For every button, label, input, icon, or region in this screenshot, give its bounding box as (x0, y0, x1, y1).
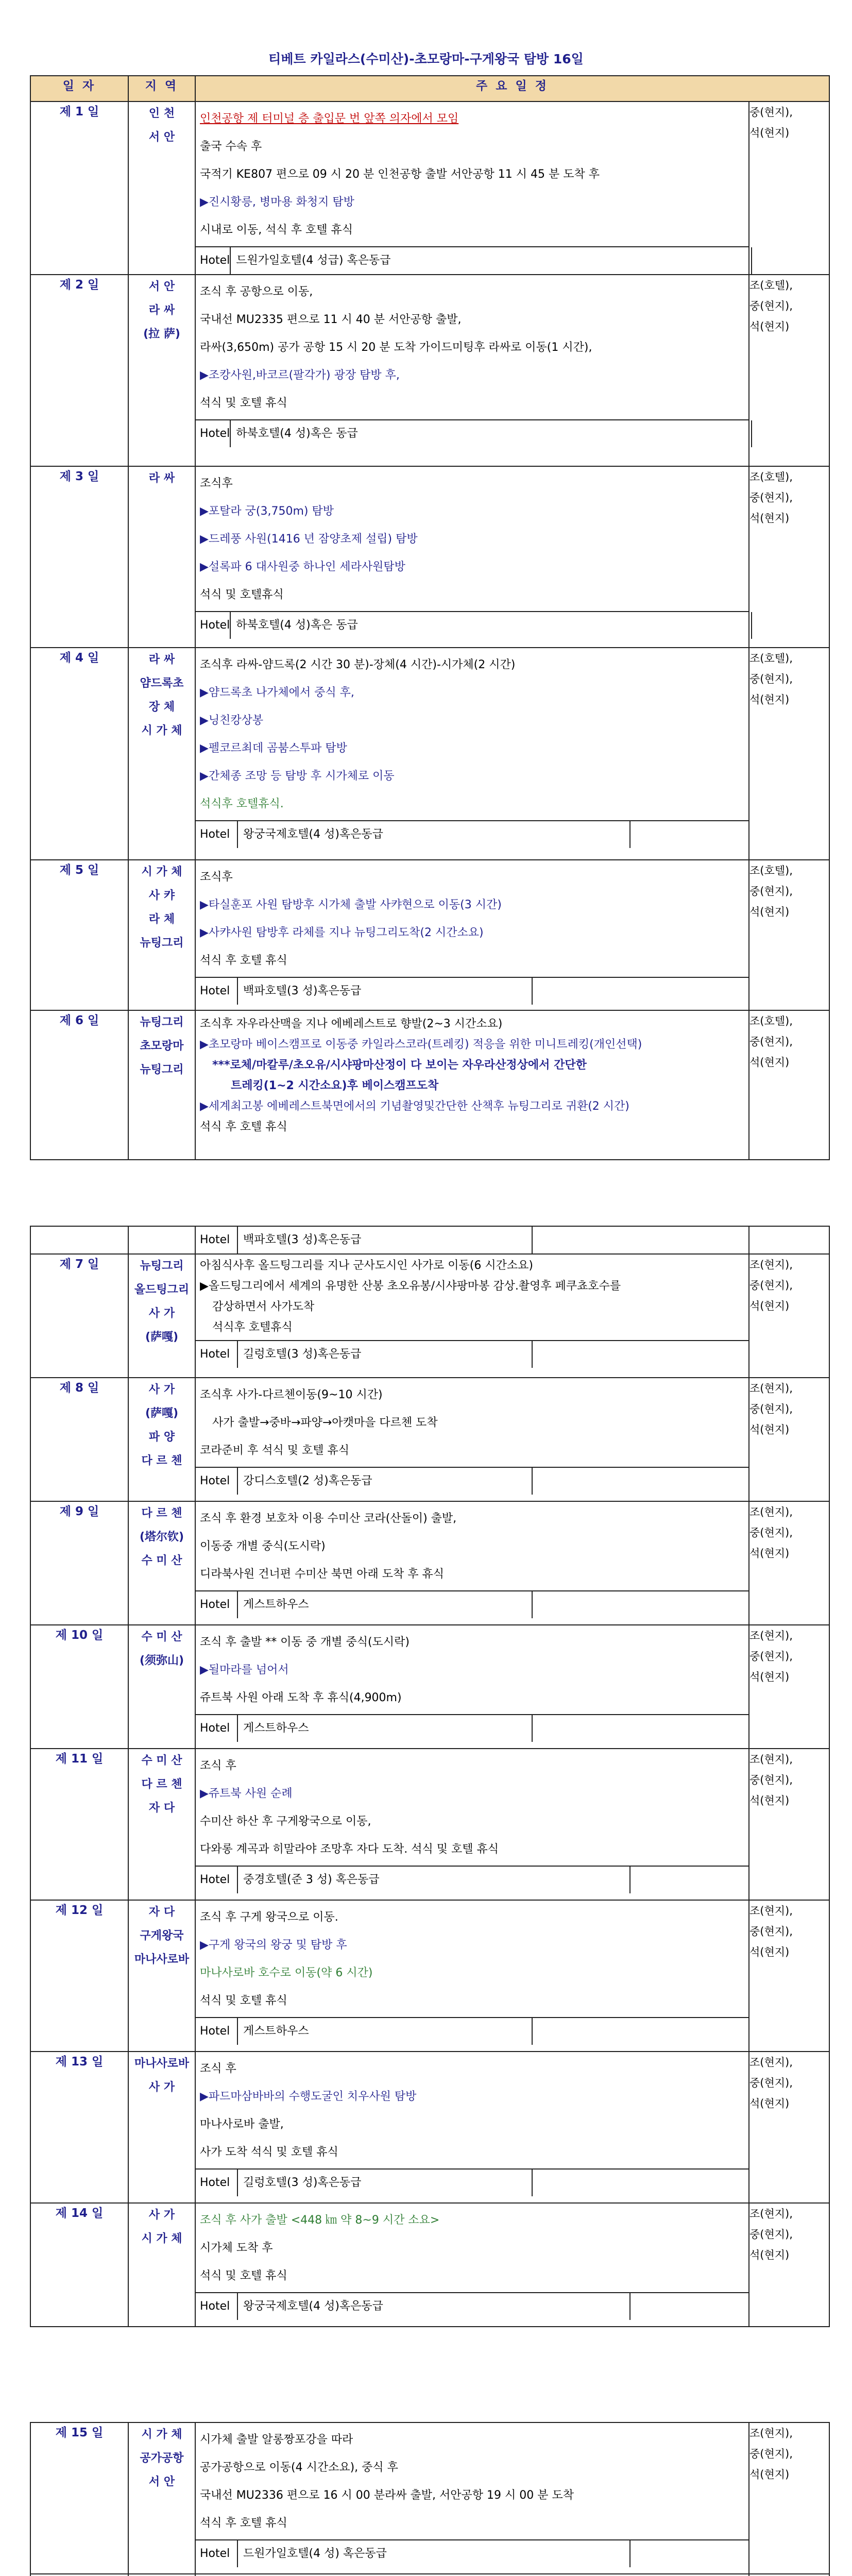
meal-info: 조(호텔), (749, 652, 793, 665)
table-row (30, 2052, 829, 2203)
meal-info: 석(현지) (749, 693, 790, 706)
schedule-line: 조식 후 (200, 2062, 236, 2075)
location-cell (128, 1501, 195, 1625)
schedule-line: ▶조캉사원,바코르(팔각가) 광장 탐방 후, (200, 369, 400, 382)
hotel-name: 왕궁국제호텔(4 성)혹은동급 (238, 2293, 631, 2320)
meal-info: 중(현지), (749, 1650, 793, 1663)
meal-info: 조(현지), (749, 2427, 793, 2439)
table-row (30, 860, 829, 1010)
schedule-cell (195, 466, 749, 648)
meal-info: 중(현지), (749, 1925, 793, 1938)
location-name: 장 체 (148, 701, 175, 714)
schedule-line: 석식 후 호텔 휴식 (200, 2517, 287, 2530)
hotel-name: 하북호텔(4 성)혹은 동급 (231, 420, 752, 447)
schedule-line: 시가체 도착 후 (200, 2242, 273, 2255)
location-name: 다 르 첸 (141, 1454, 182, 1467)
hotel-label: Hotel (196, 1468, 238, 1495)
location-name: 시 가 체 (141, 724, 182, 737)
schedule-line: 국내선 MU2336 편으로 16 시 00 분라싸 출발, 서안공항 19 시 00 분 도착 (200, 2489, 574, 2502)
schedule-line: 석식 및 호텔 휴식 (200, 397, 287, 410)
meal-cell (749, 466, 829, 648)
location-name: 마나사로바 (134, 1953, 190, 1966)
hotel-row (196, 2017, 748, 2045)
hotel-label: Hotel (196, 1867, 238, 1893)
meal-cell (749, 101, 829, 275)
schedule-line: 석식 후 호텔 휴식 (200, 1121, 287, 1133)
hotel-name: 백파호텔(3 성)혹은동급 (238, 978, 533, 1005)
meal-cell (749, 1900, 829, 2052)
meal-info: 중(현지), (749, 1527, 793, 1539)
hotel-name: 길렁호텔(3 성)혹은동급 (238, 1341, 533, 1368)
hotel-label: Hotel (196, 612, 231, 639)
table-row (30, 1378, 829, 1501)
schedule-cell (195, 1010, 749, 1160)
location-cell (128, 1900, 195, 2052)
header-main-schedule: 주 요 일 정 (195, 76, 829, 101)
itinerary-table-part-1 (30, 75, 829, 1160)
meal-cell (749, 2422, 829, 2574)
hotel-name: 하북호텔(4 성)혹은 동급 (231, 612, 752, 639)
location-cell (128, 1625, 195, 1749)
meal-info: 석(현지) (749, 1056, 790, 1069)
schedule-line: 시가체 출발 알롱짱포강을 따라 (200, 2433, 353, 2446)
meal-info: 중(현지), (749, 2448, 793, 2460)
meal-cell (749, 1010, 829, 1160)
location-cell (128, 466, 195, 648)
meal-info: 조(현지), (749, 1630, 793, 1642)
location-cell (128, 1254, 195, 1378)
location-name: 수 미 산 (141, 1554, 182, 1567)
schedule-cell (195, 860, 749, 1010)
hotel-name: 왕궁국제호텔(4 성)혹은동급 (238, 821, 631, 848)
location-cell (128, 2574, 195, 2576)
location-cell (128, 275, 195, 466)
schedule-line: 석식 후 호텔 휴식 (200, 954, 287, 967)
hotel-row (196, 1227, 748, 1253)
meal-info: 중(현지), (749, 1403, 793, 1415)
table-row (30, 466, 829, 648)
location-cell (128, 1749, 195, 1900)
schedule-line: ▶구게 왕국의 왕궁 및 탐방 후 (200, 1939, 347, 1952)
location-name: 시 가 체 (141, 2428, 182, 2441)
schedule-line: 조식 후 환경 보호차 이용 수미산 코라(산돌이) 출발, (200, 1512, 457, 1525)
table-row (30, 1749, 829, 1900)
schedule-cell (195, 648, 749, 860)
table-row (30, 1501, 829, 1625)
schedule-line: 조식 후 출발 ** 이동 중 개별 중식(도시락) (200, 1636, 410, 1649)
schedule-cell (195, 1226, 749, 1254)
schedule-line: 국내선 MU2335 편으로 11 시 40 분 서안공항 출발, (200, 313, 462, 326)
location-name: 올드팅그리 (134, 1283, 190, 1296)
schedule-line: 국적기 KE807 편으로 09 시 20 분 인천공항 출발 서안공항 11 시 45 분 도착 후 (200, 168, 600, 181)
table-row (30, 648, 829, 860)
day-label: 제 15 일 (30, 2422, 128, 2574)
itinerary-table-part-3 (30, 2422, 829, 2576)
meal-info: 중(현지), (749, 673, 793, 685)
meal-info: 조(현지), (749, 1382, 793, 1395)
location-name: 수 미 산 (141, 1631, 182, 1643)
meal-cell (749, 1749, 829, 1900)
location-name: 마나사로바 (134, 2057, 190, 2070)
location-name: 파 양 (148, 1431, 175, 1444)
hotel-name: 드원가일호텔(4 성급) 혹은동급 (231, 247, 752, 274)
location-name: 다 르 첸 (141, 1778, 182, 1791)
schedule-line: ▶설록파 6 대사원중 하나인 세라사원탐방 (200, 561, 405, 573)
location-name: 자 다 (148, 1802, 175, 1815)
meal-info: 중(현지), (749, 300, 793, 312)
hotel-row (196, 820, 748, 848)
schedule-line: 마나사로바 호수로 이동(약 6 시간) (200, 1967, 373, 1979)
hotel-name: 강디스호텔(2 성)혹은동급 (238, 1468, 533, 1495)
hotel-label: Hotel (196, 247, 231, 274)
meal-cell (749, 1625, 829, 1749)
location-cell (128, 648, 195, 860)
day-label: 제 8 일 (30, 1378, 128, 1501)
location-name: (萨嘎) (145, 1407, 179, 1420)
hotel-label: Hotel (196, 2540, 238, 2567)
hotel-row (196, 977, 748, 1005)
day-label: 제 7 일 (30, 1254, 128, 1378)
table-row (30, 1625, 829, 1749)
table-row (30, 101, 829, 275)
meal-info: 석(현지) (749, 320, 790, 333)
meal-cell (749, 1254, 829, 1378)
location-name: (塔尔钦) (139, 1531, 184, 1544)
schedule-line: 조식후 (200, 871, 233, 884)
hotel-label: Hotel (196, 420, 231, 447)
hotel-label: Hotel (196, 1591, 238, 1618)
meal-cell (749, 1378, 829, 1501)
schedule-line: ▶올드팅그리에서 세계의 유명한 산봉 초오유봉/시샤팡마봉 감상.촬영후 페쿠쵸호수를 (200, 1280, 621, 1293)
meal-info: 중(현지), (749, 1774, 793, 1786)
schedule-cell (195, 2422, 749, 2574)
schedule-line: 조식후 (200, 477, 233, 490)
schedule-cell (195, 275, 749, 466)
location-cell (128, 2052, 195, 2203)
day-label: 제 2 일 (30, 275, 128, 466)
schedule-cell (195, 1625, 749, 1749)
location-name: (萨嘎) (145, 1331, 179, 1344)
meal-cell (749, 1501, 829, 1625)
schedule-line: 마나사로바 출발, (200, 2118, 284, 2131)
schedule-line: ▶될마라를 넘어서 (200, 1664, 289, 1676)
location-name: 자 다 (148, 1906, 175, 1919)
schedule-line: 사가 출발→중바→파양→아캣마을 다르첸 도착 (212, 1416, 438, 1429)
meal-info: 석(현지) (749, 1946, 790, 1958)
schedule-line: ▶포탈라 궁(3,750m) 탐방 (200, 505, 334, 518)
hotel-label: Hotel (196, 821, 238, 848)
meal-info: 조(호텔), (749, 471, 793, 483)
schedule-cell (195, 2052, 749, 2203)
hotel-label: Hotel (196, 2018, 238, 2045)
schedule-line: 코라준비 후 석식 및 호텔 휴식 (200, 1444, 349, 1457)
table-row (30, 2422, 829, 2574)
schedule-line: ▶닝친캉상봉 (200, 714, 264, 727)
meal-info: 중(현지), (749, 885, 793, 897)
schedule-line: 석식 및 호텔 휴식 (200, 1994, 287, 2007)
day-label: 제 10 일 (30, 1625, 128, 1749)
meal-info: 석(현지) (749, 2468, 790, 2481)
day-label: 제 1 일 (30, 101, 128, 275)
schedule-cell (195, 1254, 749, 1378)
day-label: 제 12 일 (30, 1900, 128, 2052)
day-label: 제 13 일 (30, 2052, 128, 2203)
location-name: 라 싸 (148, 653, 175, 666)
location-name: 사 가 (148, 2081, 175, 2094)
meal-info: 조(현지), (749, 1506, 793, 1518)
schedule-line: ▶파드마삼바바의 수행도굴인 치우사원 탐방 (200, 2090, 417, 2103)
itinerary-table-part-2 (30, 1226, 829, 2327)
location-name: 사 가 (148, 1307, 175, 1320)
location-name: 시 가 체 (141, 866, 182, 878)
location-name: 라 체 (148, 913, 175, 926)
meal-cell (749, 648, 829, 860)
meal-info: 조(현지), (749, 1259, 793, 1271)
location-name: 사 가 (148, 2209, 175, 2222)
meal-info: 석(현지) (749, 2249, 790, 2261)
location-name: 서 안 (148, 2476, 175, 2488)
schedule-line: 라싸(3,650m) 공가 공항 15 시 20 분 도착 가이드미팅후 라싸로 이동(1 시간), (200, 341, 592, 354)
meal-info: 석(현지) (749, 1547, 790, 1560)
hotel-name: 게스트하우스 (238, 1715, 533, 1742)
hotel-row (196, 611, 748, 639)
table-row (30, 1010, 829, 1160)
schedule-line: 석식 및 호텔 휴식 (200, 2269, 287, 2282)
location-name: (拉 萨) (143, 328, 180, 341)
table-row (30, 1900, 829, 2052)
schedule-line: 조식 후 (200, 1759, 236, 1772)
day-label: 제 5 일 (30, 860, 128, 1010)
day-label: 제 6 일 (30, 1010, 128, 1160)
location-name: 서 안 (148, 280, 175, 293)
location-cell (128, 860, 195, 1010)
hotel-row (196, 1866, 748, 1893)
hotel-name: 게스트하우스 (238, 2018, 533, 2045)
schedule-line: ▶드레풍 사원(1416 년 잠양초제 설립) 탐방 (200, 533, 418, 546)
hotel-row (196, 1340, 748, 1368)
schedule-cell (195, 1749, 749, 1900)
schedule-line: ▶얌드록초 나가체에서 중식 후, (200, 686, 354, 699)
table-row (30, 2203, 829, 2327)
location-name: 뉴팅그리 (140, 1016, 184, 1029)
schedule-line: 출국 수속 후 (200, 140, 262, 153)
header-day: 일 자 (30, 76, 128, 101)
location-name: 뉴팅그리 (140, 937, 184, 950)
hotel-name: 백파호텔(3 성)혹은동급 (238, 1227, 533, 1253)
meal-cell (749, 860, 829, 1010)
schedule-line: 조식 후 사가 출발 <448 ㎞ 약 8~9 시간 소요> (200, 2214, 440, 2227)
schedule-cell (195, 2574, 749, 2576)
location-name: 라 싸 (148, 472, 175, 485)
meal-info: 석(현지) (749, 906, 790, 918)
schedule-line: 아침식사후 올드팅그리를 지나 군사도시인 사가로 이동(6 시간소요) (200, 1259, 533, 1272)
table-row (30, 275, 829, 466)
meal-cell (749, 2574, 829, 2576)
meal-info: 조(현지), (749, 2056, 793, 2069)
hotel-row (196, 246, 748, 274)
meal-cell (749, 2203, 829, 2327)
schedule-cell (195, 1900, 749, 2052)
hotel-label: Hotel (196, 1715, 238, 1742)
meal-info: 석(현지) (749, 127, 790, 139)
location-name: 다 르 첸 (141, 1507, 182, 1520)
schedule-line: ***로체/마칼루/초오유/시샤팡마산정이 다 보이는 자우라산정상에서 간단한 (212, 1059, 587, 1072)
location-name: 수 미 산 (141, 1754, 182, 1767)
schedule-line: 시내로 이동, 석식 후 호텔 휴식 (200, 224, 353, 236)
schedule-line: 트레킹(1~2 시간소요)후 베이스캠프도착 (231, 1079, 439, 1092)
day-label (30, 2574, 128, 2576)
hotel-label: Hotel (196, 2293, 238, 2320)
meal-info: 조(호텔), (749, 279, 793, 292)
schedule-cell (195, 1501, 749, 1625)
meal-info: 조(현지), (749, 1905, 793, 1917)
hotel-row (196, 419, 748, 447)
day-label: 제 9 일 (30, 1501, 128, 1625)
schedule-line: 감상하면서 사가도착 (212, 1300, 315, 1313)
schedule-line: 쥬트북 사원 아래 도착 후 휴식(4,900m) (200, 1691, 402, 1704)
schedule-line: 디라북사원 건너편 수미산 북면 아래 도착 후 휴식 (200, 1568, 444, 1581)
location-cell (128, 2422, 195, 2574)
meal-info: 조(현지), (749, 1753, 793, 1766)
hotel-name: 길렁호텔(3 성)혹은동급 (238, 2170, 533, 2196)
location-name: (须弥山) (139, 1654, 184, 1667)
page-title: 티베트 카일라스(수미산)-초모랑마-구게왕국 탐방 16일 (268, 52, 584, 66)
hotel-row (196, 2292, 748, 2320)
location-name: 인 천 (148, 107, 175, 120)
meal-info: 조(현지), (749, 2208, 793, 2220)
location-name: 사 캬 (148, 889, 175, 902)
meal-info: 중(현지), (749, 1036, 793, 1048)
location-name: 시 가 체 (141, 2232, 182, 2245)
location-name: 뉴팅그리 (140, 1063, 184, 1076)
schedule-line: 사가 도착 석식 및 호텔 휴식 (200, 2146, 338, 2159)
meal-info: 석(현지) (749, 1423, 790, 1436)
schedule-cell (195, 1378, 749, 1501)
schedule-cell (195, 101, 749, 275)
table-row (30, 1254, 829, 1378)
meal-info: 석(현지) (749, 1794, 790, 1807)
meal-cell (749, 275, 829, 466)
location-cell (128, 1010, 195, 1160)
location-cell (128, 1378, 195, 1501)
schedule-cell (195, 2203, 749, 2327)
schedule-line: ▶타실훈포 사원 탐방후 시가체 출발 사캬현으로 이동(3 시간) (200, 899, 502, 911)
meal-info: 석(현지) (749, 1671, 790, 1683)
schedule-line: ▶사캬사원 탐방후 라체를 지나 뉴팅그리도착(2 시간소요) (200, 926, 484, 939)
location-name: 구게왕국 (140, 1929, 184, 1942)
meal-info: 중(현지), (749, 2228, 793, 2241)
meal-info: 석(현지) (749, 512, 790, 524)
meal-info: 조(호텔), (749, 1015, 793, 1027)
schedule-line: 인천공항 제 터미널 층 출입문 번 앞쪽 의자에서 모임 (200, 112, 459, 125)
meal-cell (749, 2052, 829, 2203)
schedule-line: ▶초모랑마 베이스캠프로 이동중 카일라스코라(트레킹) 적응을 위한 미니트레킹(개인선택) (200, 1038, 642, 1051)
location-name: 초모랑마 (140, 1040, 184, 1053)
schedule-line: 조식후 자우라산맥을 지나 에베레스트로 향발(2~3 시간소요) (200, 1018, 503, 1030)
schedule-line: 조식후 라싸-얌드록(2 시간 30 분)-장체(4 시간)-시가체(2 시간) (200, 658, 516, 671)
hotel-label: Hotel (196, 978, 238, 1005)
hotel-row (196, 2539, 748, 2567)
table-row (30, 2574, 829, 2576)
schedule-line: 이동중 개별 중식(도시락) (200, 1540, 326, 1553)
hotel-row (196, 1467, 748, 1495)
location-cell (128, 2203, 195, 2327)
schedule-line: ▶펠코르최데 곰붐스투파 탐방 (200, 742, 347, 755)
schedule-line: ▶세계최고봉 에베레스트북면에서의 기념촬영및간단한 산책후 뉴팅그리로 귀환(2 시간) (200, 1100, 629, 1113)
meal-info: 중(현지), (749, 106, 793, 118)
schedule-line: 석식 및 호텔휴식 (200, 588, 284, 601)
hotel-name: 게스트하우스 (238, 1591, 533, 1618)
hotel-row (196, 1590, 748, 1618)
schedule-line: ▶간체종 조망 등 탐방 후 시가체로 이동 (200, 770, 395, 783)
hotel-label: Hotel (196, 2170, 238, 2196)
schedule-line: ▶진시황릉, 병마용 화청지 탐방 (200, 196, 354, 209)
hotel-label: Hotel (196, 1227, 238, 1253)
schedule-line: ▶쥬트북 사원 순례 (200, 1787, 293, 1800)
location-name: 공가공항 (140, 2452, 184, 2465)
hotel-row (196, 1714, 748, 1742)
location-name: 라 싸 (148, 304, 175, 317)
meal-info: 중(현지), (749, 492, 793, 504)
location-name: 얌드록초 (140, 677, 184, 690)
meal-info: 석(현지) (749, 1300, 790, 1312)
hotel-name: 중경호텔(준 3 성) 혹은동급 (238, 1867, 631, 1893)
location-cell (128, 101, 195, 275)
schedule-line: 석식후 호텔휴식 (212, 1321, 293, 1334)
schedule-line: 석식후 호텔휴식. (200, 798, 284, 810)
schedule-line: 다와롱 계곡과 히말라야 조망후 자다 도착. 석식 및 호텔 휴식 (200, 1843, 499, 1856)
day-label: 제 14 일 (30, 2203, 128, 2327)
schedule-line: 수미산 하산 후 구게왕국으로 이동, (200, 1815, 371, 1828)
day-label: 제 4 일 (30, 648, 128, 860)
hotel-row (196, 2168, 748, 2196)
meal-info: 조(호텔), (749, 865, 793, 877)
day-label: 제 11 일 (30, 1749, 128, 1900)
hotel-name: 드원가일호텔(4 성) 혹은동급 (238, 2540, 631, 2567)
schedule-line: 조식 후 공항으로 이동, (200, 285, 313, 298)
header-location: 지 역 (128, 76, 195, 101)
meal-info: 중(현지), (749, 1279, 793, 1292)
meal-info: 석(현지) (749, 2097, 790, 2110)
location-name: 뉴팅그리 (140, 1260, 184, 1273)
schedule-line: 조식후 사가-다르첸이동(9~10 시간) (200, 1388, 383, 1401)
location-name: 서 안 (148, 131, 175, 144)
day-label: 제 3 일 (30, 466, 128, 648)
location-name: 사 가 (148, 1383, 175, 1396)
schedule-line: 공가공항으로 이동(4 시간소요), 중식 후 (200, 2461, 398, 2474)
schedule-line: 조식 후 구게 왕국으로 이동. (200, 1911, 338, 1924)
hotel-label: Hotel (196, 1341, 238, 1368)
meal-info: 중(현지), (749, 2077, 793, 2089)
